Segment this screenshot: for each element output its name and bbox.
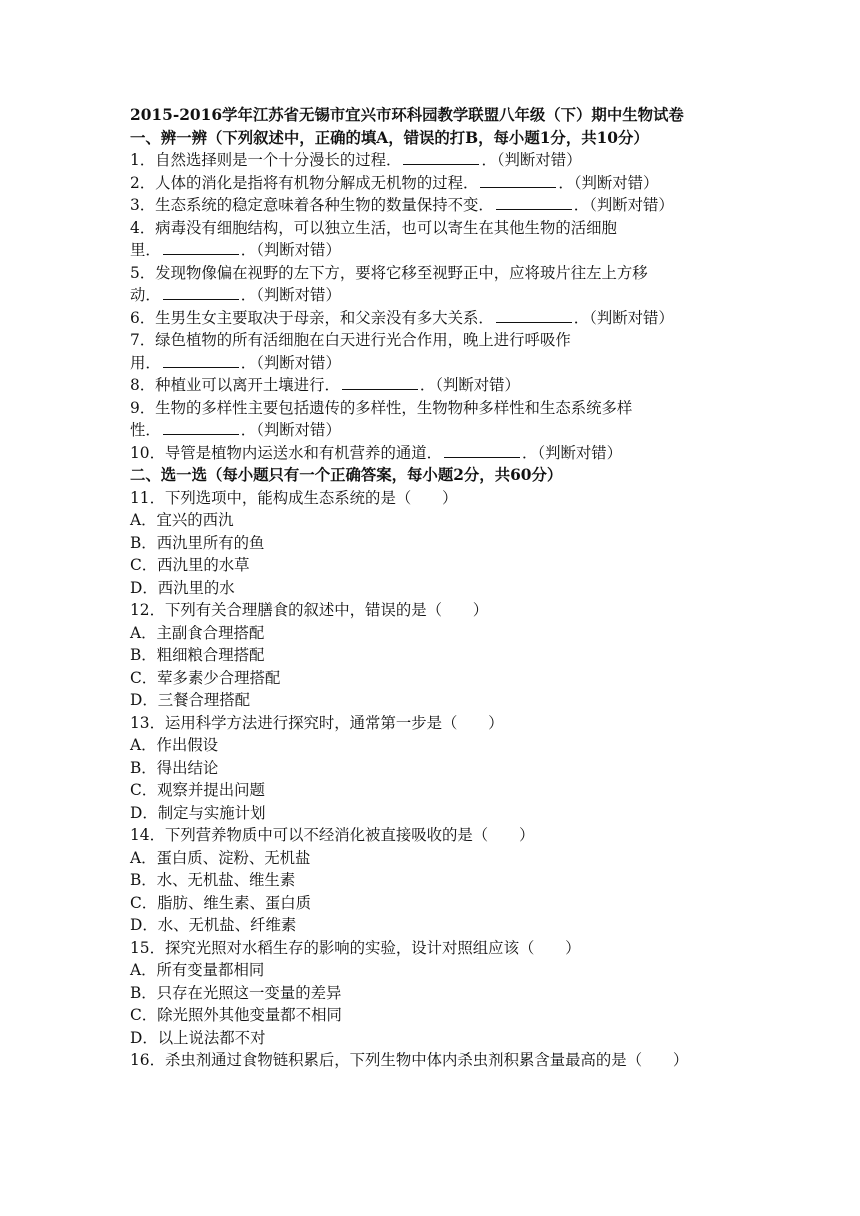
answer-blank[interactable]: [163, 285, 239, 300]
question-16-stem: 16．杀虫剂通过食物链积累后，下列生物中体内杀虫剂积累含量最高的是（ ）: [130, 1051, 689, 1069]
answer-blank[interactable]: [480, 173, 556, 188]
question-3: 3．生态系统的稳定意味着各种生物的数量保持不变． ．（判断对错）: [130, 196, 674, 214]
answer-blank[interactable]: [163, 420, 239, 435]
question-14-option-a: A．蛋白质、淀粉、无机盐: [130, 848, 311, 867]
answer-blank[interactable]: [403, 150, 479, 165]
question-10: 10．导管是植物内运送水和有机营养的通道． ．（判断对错）: [130, 443, 623, 462]
question-5-line2: 动． ．（判断对错）: [130, 286, 341, 304]
question-15-option-b: B．只存在光照这一变量的差异: [130, 983, 342, 1002]
question-9-line1: 9．生物的多样性主要包括遗传的多样性，生物物种多样性和生态系统多样: [130, 398, 633, 417]
question-11-option-c: C．西氿里的水草: [130, 556, 250, 574]
question-14-option-b: B．水、无机盐、维生素: [130, 871, 296, 889]
question-15-option-a: A．所有变量都相同: [130, 961, 265, 979]
question-13-option-d: D．制定与实施计划: [130, 803, 266, 822]
question-12-option-c: C．荤多素少合理搭配: [130, 668, 281, 687]
question-11-option-a: A．宜兴的西氿: [130, 511, 234, 529]
answer-blank[interactable]: [444, 443, 520, 458]
answer-blank[interactable]: [496, 308, 572, 323]
section2-heading: 二、选一选（每小题只有一个正确答案，每小题2分，共60分）: [130, 466, 563, 484]
question-12-option-d: D．三餐合理搭配: [130, 691, 251, 709]
answer-blank[interactable]: [342, 375, 418, 390]
question-15-option-c: C．除光照外其他变量都不相同: [130, 1006, 342, 1024]
question-5-line1: 5．发现物像偏在视野的左下方，要将它移至视野正中，应将玻片往左上方移: [130, 263, 648, 282]
question-2: 2．人体的消化是指将有机物分解成无机物的过程． ．（判断对错）: [130, 173, 659, 192]
question-12-stem: 12．下列有关合理膳食的叙述中，错误的是（ ）: [130, 601, 489, 619]
question-13-option-b: B．得出结论: [130, 758, 219, 777]
question-6: 6．生男生女主要取决于母亲，和父亲没有多大关系． ．（判断对错）: [130, 308, 674, 327]
question-7-line1: 7．绿色植物的所有活细胞在白天进行光合作用，晚上进行呼吸作: [130, 331, 571, 349]
question-15-stem: 15．探究光照对水稻生存的影响的实验，设计对照组应该（ ）: [130, 938, 581, 957]
question-15-option-d: D．以上说法都不对: [130, 1028, 266, 1047]
question-12-option-b: B．粗细粮合理搭配: [130, 646, 265, 664]
exam-title: 2015-2016学年江苏省无锡市宜兴市环科园教学联盟八年级（下）期中生物试卷: [130, 106, 684, 124]
question-12-option-a: A．主副食合理搭配: [130, 623, 265, 642]
question-13-option-c: C．观察并提出问题: [130, 781, 265, 799]
question-13-stem: 13．运用科学方法进行探究时，通常第一步是（ ）: [130, 713, 504, 732]
question-11-stem: 11．下列选项中，能构成生态系统的是（ ）: [130, 488, 458, 507]
question-4-line2: 里． ．（判断对错）: [130, 241, 341, 259]
answer-blank[interactable]: [163, 353, 239, 368]
question-14-option-c: C．脂肪、维生素、蛋白质: [130, 893, 312, 912]
question-13-option-a: A．作出假设: [130, 736, 219, 754]
question-14-option-d: D．水、无机盐、纤维素: [130, 916, 297, 934]
answer-blank[interactable]: [163, 240, 239, 255]
question-11-option-d: D．西氿里的水: [130, 578, 235, 597]
question-9-line2: 性． ．（判断对错）: [130, 421, 341, 439]
question-14-stem: 14．下列营养物质中可以不经消化被直接吸收的是（ ）: [130, 826, 535, 844]
question-1: 1．自然选择则是一个十分漫长的过程． ．（判断对错）: [130, 151, 582, 169]
question-8: 8．种植业可以离开土壤进行． ．（判断对错）: [130, 376, 520, 394]
answer-blank[interactable]: [496, 195, 572, 210]
question-11-option-b: B．西氿里所有的鱼: [130, 533, 265, 552]
question-7-line2: 用． ．（判断对错）: [130, 353, 341, 372]
exam-page: [130, 104, 740, 1072]
section1-heading: 一、辨一辨（下列叙述中，正确的填A，错误的打B，每小题1分，共10分）: [130, 128, 649, 147]
question-4-line1: 4．病毒没有细胞结构，可以独立生活，也可以寄生在其他生物的活细胞: [130, 218, 617, 237]
